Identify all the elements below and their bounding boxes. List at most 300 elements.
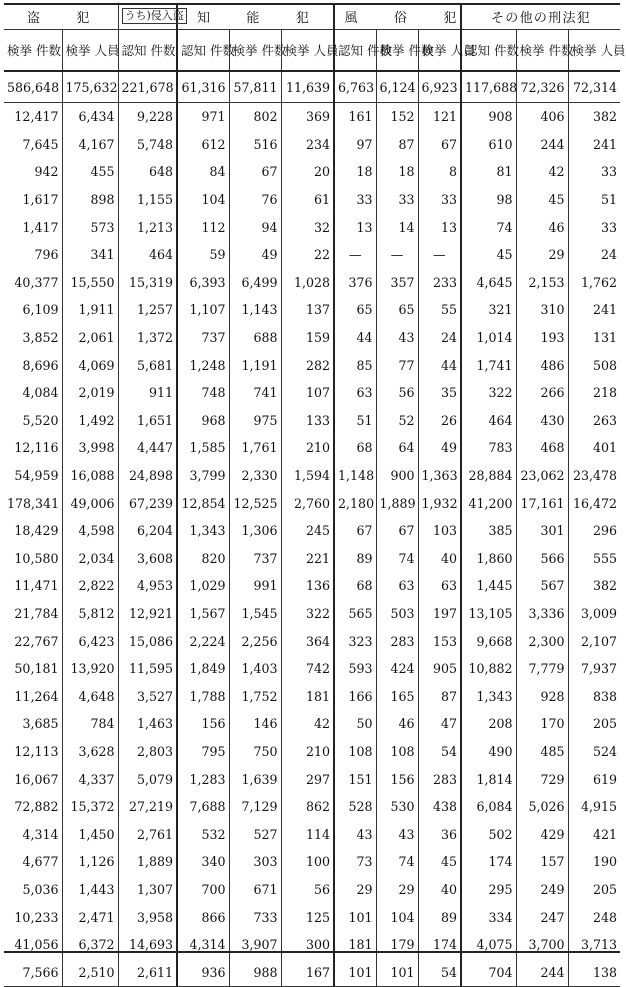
table-cell: 1,639 bbox=[229, 765, 281, 793]
table-cell: 63 bbox=[418, 572, 461, 600]
table-cell: 22 bbox=[281, 241, 334, 269]
table-cell: 40 bbox=[418, 545, 461, 573]
table-cell: 3,628 bbox=[62, 738, 118, 766]
table-cell: 784 bbox=[62, 710, 118, 738]
table-cell: 29 bbox=[516, 241, 568, 269]
table-cell: 89 bbox=[418, 903, 461, 931]
table-cell: 729 bbox=[516, 765, 568, 793]
table-cell: 193 bbox=[516, 324, 568, 352]
table-cell: 42 bbox=[281, 710, 334, 738]
table-cell: 10,882 bbox=[461, 655, 516, 683]
table-cell: 1,014 bbox=[461, 324, 516, 352]
table-cell: 7,566 bbox=[4, 958, 62, 986]
table-cell: 12,417 bbox=[14, 109, 59, 125]
table-cell: 988 bbox=[229, 958, 281, 986]
table-cell: 45 bbox=[516, 186, 568, 214]
table-cell: 1,545 bbox=[229, 600, 281, 628]
table-cell: 21,784 bbox=[14, 605, 59, 621]
table-cell: 121 bbox=[418, 103, 461, 131]
table-cell: 5,079 bbox=[118, 765, 177, 793]
table-cell: 704 bbox=[461, 958, 516, 986]
table-cell: 16,472 bbox=[568, 489, 620, 517]
table-cell: 32 bbox=[281, 213, 334, 241]
table-cell: 24 bbox=[568, 241, 620, 269]
table-cell: 5,036 bbox=[22, 881, 59, 897]
table-cell: 527 bbox=[229, 820, 281, 848]
table-cell: 166 bbox=[334, 682, 376, 710]
table-cell: 87 bbox=[376, 131, 418, 159]
table-cell: 49 bbox=[229, 241, 281, 269]
table-cell: 385 bbox=[461, 517, 516, 545]
table-cell: 5,026 bbox=[516, 793, 568, 821]
table-cell: 555 bbox=[568, 545, 620, 573]
table-cell: 57,811 bbox=[229, 71, 281, 103]
table-cell: 4,598 bbox=[62, 517, 118, 545]
table-cell: 40,377 bbox=[14, 274, 59, 290]
table-cell: 72,314 bbox=[568, 71, 620, 103]
table-row bbox=[4, 103, 620, 131]
table-cell: 1,307 bbox=[118, 876, 177, 904]
table-cell: 14,693 bbox=[118, 931, 177, 959]
table-cell: 1,372 bbox=[118, 324, 177, 352]
column-header: 認知 件数 bbox=[461, 30, 516, 72]
table-row bbox=[4, 710, 620, 738]
table-cell: 357 bbox=[376, 269, 418, 297]
column-header: 認知 件数 bbox=[118, 30, 177, 72]
table-cell: 18 bbox=[376, 158, 418, 186]
table-cell: 156 bbox=[376, 765, 418, 793]
table-cell: 3,998 bbox=[62, 434, 118, 462]
table-cell: 1,594 bbox=[281, 462, 334, 490]
table-cell: 3,700 bbox=[516, 931, 568, 959]
column-header: 検挙 人員 bbox=[418, 30, 461, 72]
table-cell: 197 bbox=[418, 600, 461, 628]
table-cell: 1,403 bbox=[229, 655, 281, 683]
table-cell: 586,648 bbox=[4, 71, 62, 103]
table-cell: 234 bbox=[281, 131, 334, 159]
table-cell: 6,084 bbox=[461, 793, 516, 821]
table-cell: 567 bbox=[516, 572, 568, 600]
table-cell: 46 bbox=[516, 213, 568, 241]
table-cell: 2,471 bbox=[62, 903, 118, 931]
table-cell: 233 bbox=[418, 269, 461, 297]
table-cell: 15,319 bbox=[118, 269, 177, 297]
column-header: 検挙 人員 bbox=[281, 30, 334, 72]
table-cell: 1,248 bbox=[177, 351, 229, 379]
table-cell: 44 bbox=[418, 351, 461, 379]
table-row bbox=[4, 462, 620, 490]
table-cell: 167 bbox=[281, 958, 334, 986]
column-header: 検挙 件数 bbox=[4, 30, 62, 72]
table-cell: 15,550 bbox=[62, 269, 118, 297]
table-cell: 6,923 bbox=[418, 71, 461, 103]
table-cell: 508 bbox=[568, 351, 620, 379]
table-cell: 33 bbox=[418, 186, 461, 214]
table-cell: 101 bbox=[334, 958, 376, 986]
table-cell: 6,109 bbox=[22, 302, 59, 318]
table-cell: 1,143 bbox=[229, 296, 281, 324]
table-cell: 1,363 bbox=[418, 462, 461, 490]
table-cell: 1,443 bbox=[62, 876, 118, 904]
table-row bbox=[4, 876, 620, 904]
table-cell: 295 bbox=[461, 876, 516, 904]
table-cell: 33 bbox=[376, 186, 418, 214]
table-cell: 117,688 bbox=[461, 71, 516, 103]
table-cell: 85 bbox=[334, 351, 376, 379]
table-cell: 1,788 bbox=[177, 682, 229, 710]
table-cell: 1,283 bbox=[177, 765, 229, 793]
table-cell: 2,107 bbox=[568, 627, 620, 655]
table-cell: 1,257 bbox=[118, 296, 177, 324]
table-cell: 101 bbox=[334, 903, 376, 931]
table-cell: 24,898 bbox=[118, 462, 177, 490]
table-cell: 2,256 bbox=[229, 627, 281, 655]
table-cell: 67 bbox=[418, 131, 461, 159]
table-cell: 1,445 bbox=[461, 572, 516, 600]
table-cell: 2,180 bbox=[334, 489, 376, 517]
table-cell: 7,688 bbox=[177, 793, 229, 821]
table-cell: 12,116 bbox=[14, 440, 59, 456]
table-cell: 369 bbox=[281, 103, 334, 131]
table-cell: 900 bbox=[376, 462, 418, 490]
table-cell: 741 bbox=[229, 379, 281, 407]
category-other-penal: その他の刑法犯 bbox=[461, 3, 620, 30]
table-cell: 1,889 bbox=[118, 848, 177, 876]
table-cell: 1,463 bbox=[118, 710, 177, 738]
table-cell: 1,155 bbox=[118, 186, 177, 214]
table-row bbox=[4, 351, 620, 379]
table-cell: 424 bbox=[376, 655, 418, 683]
table-cell: 1,741 bbox=[461, 351, 516, 379]
table-cell: 6,124 bbox=[376, 71, 418, 103]
table-cell: 49,006 bbox=[62, 489, 118, 517]
table-cell: 181 bbox=[334, 931, 376, 959]
table-cell: 2,019 bbox=[62, 379, 118, 407]
column-header: 検挙 件数 bbox=[229, 30, 281, 72]
table-cell: 303 bbox=[229, 848, 281, 876]
table-cell: 2,061 bbox=[62, 324, 118, 352]
table-cell: 190 bbox=[568, 848, 620, 876]
table-cell: 22,767 bbox=[14, 633, 59, 649]
table-cell: 29 bbox=[334, 876, 376, 904]
table-cell: 33 bbox=[568, 158, 620, 186]
table-cell: 733 bbox=[229, 903, 281, 931]
table-cell: 45 bbox=[461, 241, 516, 269]
table-cell: 133 bbox=[281, 407, 334, 435]
table-cell: 104 bbox=[376, 903, 418, 931]
table-cell: 11,471 bbox=[14, 578, 59, 594]
table-cell: 530 bbox=[376, 793, 418, 821]
column-header-row bbox=[4, 30, 620, 72]
table-cell: 310 bbox=[516, 296, 568, 324]
table-cell: 4,648 bbox=[62, 682, 118, 710]
table-cell: 524 bbox=[568, 738, 620, 766]
table-cell: 241 bbox=[568, 131, 620, 159]
table-cell: 1,849 bbox=[177, 655, 229, 683]
table-cell: 63 bbox=[334, 379, 376, 407]
table-cell: 97 bbox=[334, 131, 376, 159]
table-cell: 1,651 bbox=[118, 407, 177, 435]
table-cell: 65 bbox=[334, 296, 376, 324]
table-cell: 9,668 bbox=[461, 627, 516, 655]
table-cell: 152 bbox=[376, 103, 418, 131]
table-cell: 1,343 bbox=[177, 517, 229, 545]
table-cell: 1,191 bbox=[229, 351, 281, 379]
table-cell: 49 bbox=[418, 434, 461, 462]
table-cell: 210 bbox=[281, 434, 334, 462]
table-cell: 2,510 bbox=[62, 958, 118, 986]
table-cell: 321 bbox=[461, 296, 516, 324]
table-cell: 3,336 bbox=[516, 600, 568, 628]
column-header: 検挙 人員 bbox=[568, 30, 620, 72]
table-cell: 84 bbox=[177, 158, 229, 186]
table-cell: 3,527 bbox=[118, 682, 177, 710]
table-cell: 2,153 bbox=[516, 269, 568, 297]
table-cell: 67 bbox=[334, 517, 376, 545]
table-cell: 7,779 bbox=[516, 655, 568, 683]
table-cell: 1,417 bbox=[22, 219, 59, 235]
table-row bbox=[4, 407, 620, 435]
table-cell: 750 bbox=[229, 738, 281, 766]
table-cell: 55 bbox=[418, 296, 461, 324]
table-cell: 108 bbox=[334, 738, 376, 766]
table-cell: 81 bbox=[461, 158, 516, 186]
table-cell: 5,812 bbox=[62, 600, 118, 628]
table-cell: 468 bbox=[516, 434, 568, 462]
table-cell: 3,852 bbox=[22, 330, 59, 346]
table-cell: 6,423 bbox=[62, 627, 118, 655]
table-cell: 490 bbox=[461, 738, 516, 766]
table-cell: 1,585 bbox=[177, 434, 229, 462]
table-cell: 866 bbox=[177, 903, 229, 931]
table-cell: 4,953 bbox=[118, 572, 177, 600]
table-cell: 67 bbox=[376, 517, 418, 545]
table-cell: 179 bbox=[376, 931, 418, 959]
table-cell: 59 bbox=[177, 241, 229, 269]
table-cell: 68 bbox=[334, 434, 376, 462]
table-cell: 67,239 bbox=[118, 489, 177, 517]
category-header-row bbox=[4, 3, 620, 30]
table-cell: 89 bbox=[334, 545, 376, 573]
table-cell: 107 bbox=[281, 379, 334, 407]
table-cell: 13,920 bbox=[62, 655, 118, 683]
table-cell: 991 bbox=[229, 572, 281, 600]
table-cell: 29 bbox=[376, 876, 418, 904]
table-cell: 3,009 bbox=[568, 600, 620, 628]
table-cell: 928 bbox=[516, 682, 568, 710]
table-cell: 2,761 bbox=[118, 820, 177, 848]
table-cell: 796 bbox=[34, 247, 59, 263]
table-cell: 67 bbox=[229, 158, 281, 186]
table-cell: 101 bbox=[376, 958, 418, 986]
table-row bbox=[4, 682, 620, 710]
table-cell: 51 bbox=[334, 407, 376, 435]
table-cell: 3,799 bbox=[177, 462, 229, 490]
table-row bbox=[4, 958, 620, 986]
table-cell: 297 bbox=[281, 765, 334, 793]
table-cell: 1,029 bbox=[177, 572, 229, 600]
column-header: 検挙 件数 bbox=[376, 30, 418, 72]
table-cell: 8 bbox=[418, 158, 461, 186]
table-cell: 15,086 bbox=[118, 627, 177, 655]
table-row bbox=[4, 241, 620, 269]
table-cell: 455 bbox=[62, 158, 118, 186]
table-cell: 157 bbox=[516, 848, 568, 876]
table-row bbox=[4, 324, 620, 352]
table-cell: 421 bbox=[568, 820, 620, 848]
column-header: 検挙 件数 bbox=[516, 30, 568, 72]
table-row bbox=[4, 489, 620, 517]
table-cell: 322 bbox=[461, 379, 516, 407]
table-cell: 94 bbox=[229, 213, 281, 241]
table-cell: 64 bbox=[376, 434, 418, 462]
table-cell: 6,499 bbox=[229, 269, 281, 297]
table-cell: 54,959 bbox=[14, 468, 59, 484]
table-cell: 56 bbox=[376, 379, 418, 407]
table-cell: 340 bbox=[177, 848, 229, 876]
table-cell: 43 bbox=[334, 820, 376, 848]
table-cell: 619 bbox=[568, 765, 620, 793]
table-cell: 2,300 bbox=[516, 627, 568, 655]
table-cell: 862 bbox=[281, 793, 334, 821]
table-cell: 565 bbox=[334, 600, 376, 628]
table-cell: 15,372 bbox=[62, 793, 118, 821]
table-cell: 13 bbox=[334, 213, 376, 241]
table-row bbox=[4, 434, 620, 462]
table-cell: 16,088 bbox=[62, 462, 118, 490]
table-cell: 205 bbox=[568, 710, 620, 738]
table-cell: 248 bbox=[568, 903, 620, 931]
table-cell: 10,233 bbox=[14, 909, 59, 925]
table-cell: 401 bbox=[568, 434, 620, 462]
table-cell: 151 bbox=[334, 765, 376, 793]
table-cell: 7,937 bbox=[568, 655, 620, 683]
table-cell: 3,907 bbox=[229, 931, 281, 959]
table-cell: 1,450 bbox=[62, 820, 118, 848]
table-cell: 205 bbox=[568, 876, 620, 904]
table-cell: 1,306 bbox=[229, 517, 281, 545]
table-cell: 5,748 bbox=[118, 131, 177, 159]
table-cell: 1,814 bbox=[461, 765, 516, 793]
table-cell: 671 bbox=[229, 876, 281, 904]
table-cell: 43 bbox=[376, 820, 418, 848]
table-cell: 43 bbox=[376, 324, 418, 352]
table-cell: 283 bbox=[418, 765, 461, 793]
table-cell: 975 bbox=[229, 407, 281, 435]
table-cell: 485 bbox=[516, 738, 568, 766]
table-cell: 23,478 bbox=[568, 462, 620, 490]
table-cell: 178,341 bbox=[7, 495, 60, 511]
table-row bbox=[4, 545, 620, 573]
table-cell: 103 bbox=[418, 517, 461, 545]
table-cell: 593 bbox=[334, 655, 376, 683]
table-cell: 802 bbox=[229, 103, 281, 131]
table-cell: 156 bbox=[177, 710, 229, 738]
table-cell: 648 bbox=[118, 158, 177, 186]
table-cell: 11,264 bbox=[14, 688, 59, 704]
table-cell: 74 bbox=[376, 848, 418, 876]
table-row bbox=[4, 517, 620, 545]
table-cell: 6,372 bbox=[62, 931, 118, 959]
table-cell: 516 bbox=[229, 131, 281, 159]
table-cell: 1,762 bbox=[568, 269, 620, 297]
table-cell: 146 bbox=[229, 710, 281, 738]
table-cell: 838 bbox=[568, 682, 620, 710]
table-cell: 28,884 bbox=[461, 462, 516, 490]
table-cell: 2,803 bbox=[118, 738, 177, 766]
table-cell: 73 bbox=[334, 848, 376, 876]
table-row bbox=[4, 738, 620, 766]
category-theft: 盗 犯 bbox=[4, 3, 118, 30]
table-cell: 528 bbox=[334, 793, 376, 821]
table-cell: 114 bbox=[281, 820, 334, 848]
table-cell: 98 bbox=[461, 186, 516, 214]
table-cell: 161 bbox=[334, 103, 376, 131]
table-cell: 47 bbox=[418, 710, 461, 738]
table-cell: 13 bbox=[418, 213, 461, 241]
table-row bbox=[4, 627, 620, 655]
table-cell: 170 bbox=[516, 710, 568, 738]
table-cell: 35 bbox=[418, 379, 461, 407]
table-cell: 3,713 bbox=[568, 931, 620, 959]
table-cell: 323 bbox=[334, 627, 376, 655]
category-burglary bbox=[118, 3, 184, 30]
table-cell: 429 bbox=[516, 820, 568, 848]
table-cell: 72,326 bbox=[516, 71, 568, 103]
table-row bbox=[4, 296, 620, 324]
table-row bbox=[4, 71, 620, 103]
table-row bbox=[4, 655, 620, 683]
table-cell: 63 bbox=[376, 572, 418, 600]
table-cell: 4,915 bbox=[568, 793, 620, 821]
table-cell: 1,932 bbox=[418, 489, 461, 517]
table-cell: 12,113 bbox=[14, 743, 59, 759]
table-cell: 486 bbox=[516, 351, 568, 379]
table-cell: 742 bbox=[281, 655, 334, 683]
table-cell: 18,429 bbox=[14, 523, 59, 539]
table-cell: 6,204 bbox=[118, 517, 177, 545]
table-cell: 936 bbox=[177, 958, 229, 986]
category-intellectual: 知 能 犯 bbox=[177, 3, 334, 30]
table-cell: 6,393 bbox=[177, 269, 229, 297]
table-cell: 6,763 bbox=[334, 71, 376, 103]
table-cell: 898 bbox=[62, 186, 118, 214]
table-cell: 1,889 bbox=[376, 489, 418, 517]
table-cell: 700 bbox=[177, 876, 229, 904]
table-cell: 1,492 bbox=[62, 407, 118, 435]
table-cell: 125 bbox=[281, 903, 334, 931]
table-row bbox=[4, 848, 620, 876]
table-cell: 4,677 bbox=[22, 854, 59, 870]
table-cell: 5,681 bbox=[118, 351, 177, 379]
table-row bbox=[4, 572, 620, 600]
table-cell: 2,034 bbox=[62, 545, 118, 573]
table-row bbox=[4, 931, 620, 959]
table-cell: 1,343 bbox=[461, 682, 516, 710]
table-cell: 968 bbox=[177, 407, 229, 435]
table-cell: 1,911 bbox=[62, 296, 118, 324]
table-cell: 249 bbox=[516, 876, 568, 904]
table-cell: 4,314 bbox=[22, 826, 59, 842]
table-cell: 247 bbox=[516, 903, 568, 931]
table-cell: 9,228 bbox=[118, 103, 177, 131]
table-cell: 301 bbox=[516, 517, 568, 545]
table-cell: 44 bbox=[334, 324, 376, 352]
table-cell: 41,200 bbox=[461, 489, 516, 517]
table-cell: 20 bbox=[281, 158, 334, 186]
table-cell: 27,219 bbox=[118, 793, 177, 821]
table-cell: 174 bbox=[418, 931, 461, 959]
